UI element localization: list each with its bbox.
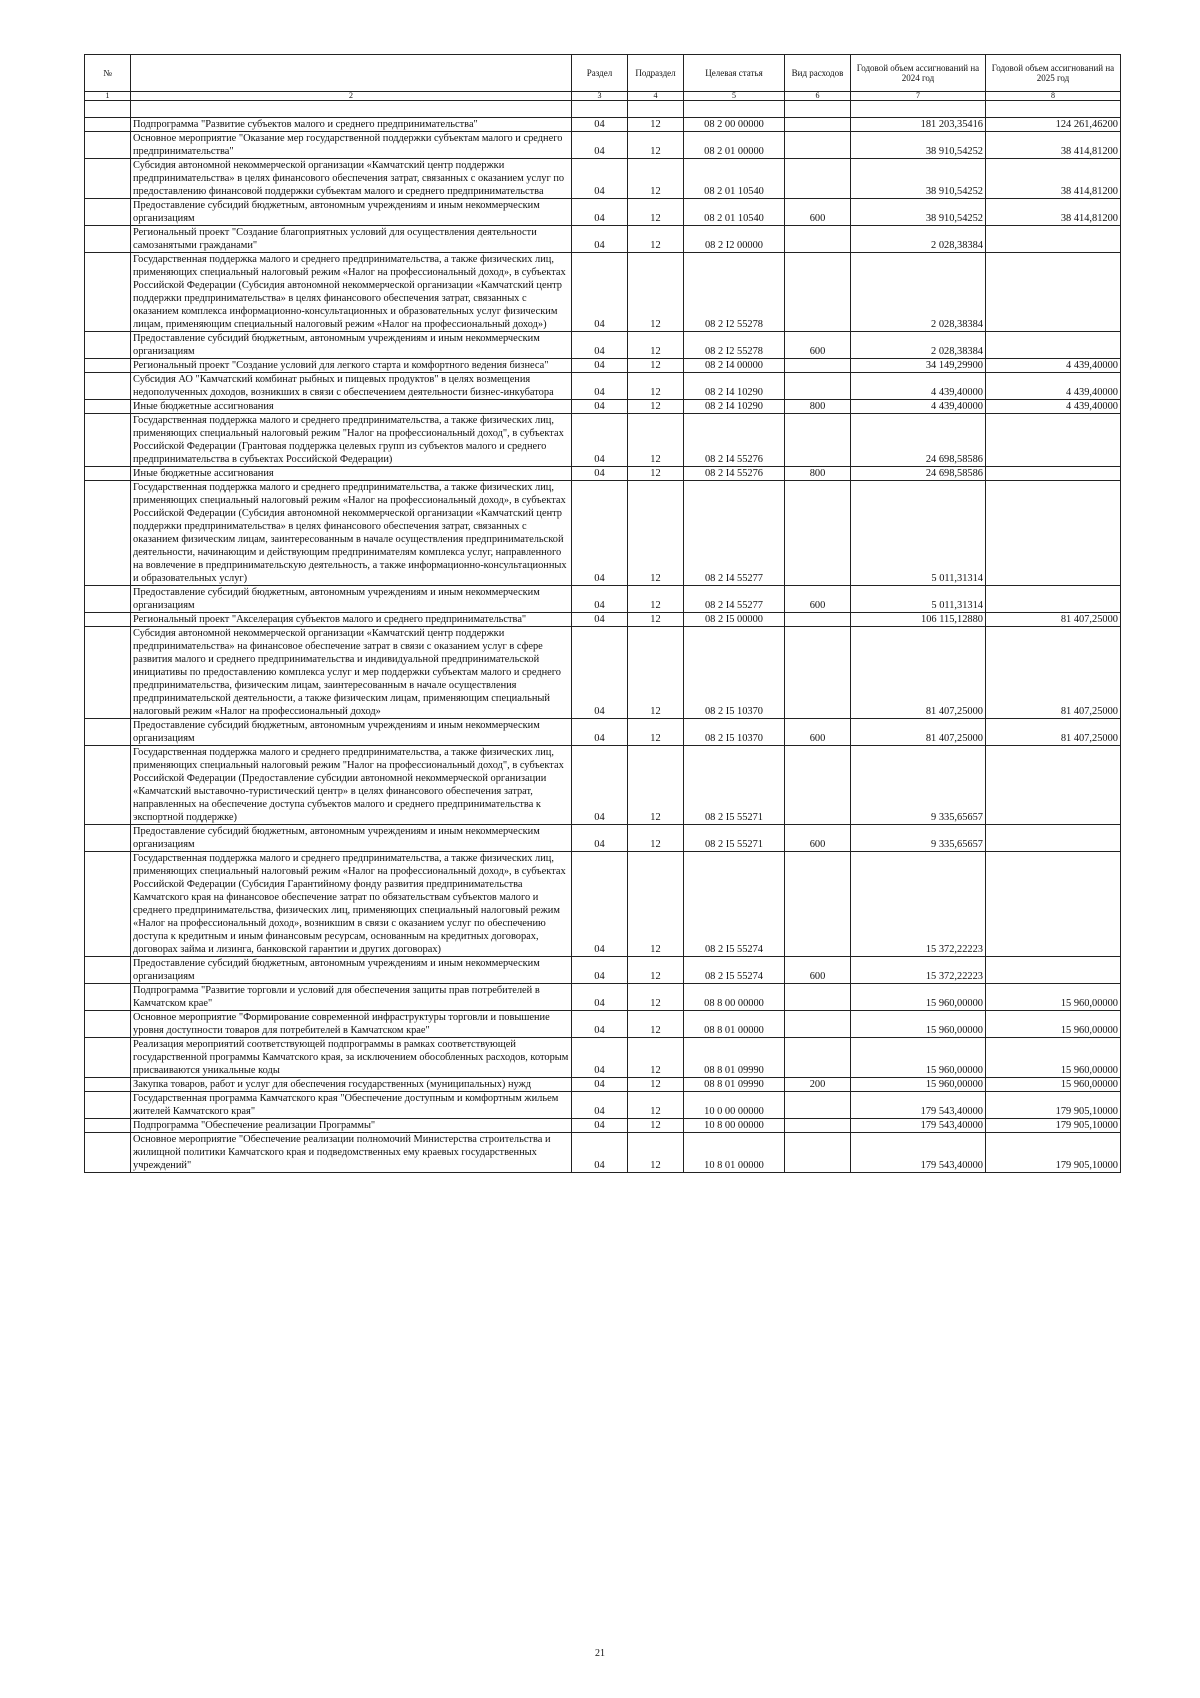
row-number: [85, 1011, 131, 1038]
table-row: [85, 132, 1121, 159]
spacer-row: [85, 101, 1121, 118]
row-amount-2025: 4 439,40000: [986, 359, 1121, 373]
row-amount-2024: 4 439,40000: [851, 373, 986, 400]
row-kind: [785, 373, 851, 400]
row-section: 04: [572, 414, 628, 467]
table-row: [85, 414, 1121, 467]
row-name: Предоставление субсидий бюджетным, автономным учреждениям и иным некоммерческим организациям: [131, 586, 572, 613]
table-row: [85, 984, 1121, 1011]
column-number: 3: [572, 92, 628, 101]
row-article: 08 2 I4 55277: [684, 481, 785, 586]
row-kind: [785, 1011, 851, 1038]
table-row: [85, 226, 1121, 253]
page-number: 21: [595, 1648, 605, 1659]
row-amount-2025: 15 960,00000: [986, 1011, 1121, 1038]
row-amount-2025: [986, 746, 1121, 825]
row-kind: 800: [785, 467, 851, 481]
row-number: [85, 586, 131, 613]
row-name: Региональный проект "Акселерация субъектов малого и среднего предпринимательства": [131, 613, 572, 627]
row-name: Предоставление субсидий бюджетным, автономным учреждениям и иным некоммерческим организациям: [131, 825, 572, 852]
row-name: Государственная поддержка малого и среднего предпринимательства, а также физических лиц, применяющих специальный налоговый режим «Налог на профессиональный доход», в субъектах Российской Федерации (Субсидия автономной некоммерческой организации «Камчатский центр поддержки предпринимательства» в целях финансового обеспечения затрат, связанных с оказанием комплекса информационно-консультационных и образовательных услуг физическим лицам, применяющим специальный налоговый режим «Налог на профессиональный доход»): [131, 253, 572, 332]
table-row: [85, 467, 1121, 481]
row-number: [85, 1078, 131, 1092]
table-row: [85, 373, 1121, 400]
row-name: Основное мероприятие "Формирование современной инфраструктуры торговли и повышение уровня доступности товаров для потребителей в Камчатском крае": [131, 1011, 572, 1038]
row-number: [85, 226, 131, 253]
row-subsection: 12: [628, 132, 684, 159]
row-section: 04: [572, 332, 628, 359]
row-article: 08 8 00 00000: [684, 984, 785, 1011]
row-amount-2024: 38 910,54252: [851, 159, 986, 199]
row-amount-2024: 15 960,00000: [851, 984, 986, 1011]
row-section: 04: [572, 159, 628, 199]
row-amount-2024: 5 011,31314: [851, 481, 986, 586]
row-subsection: 12: [628, 226, 684, 253]
row-number: [85, 359, 131, 373]
row-section: 04: [572, 226, 628, 253]
table-row: [85, 1133, 1121, 1173]
row-amount-2025: 179 905,10000: [986, 1092, 1121, 1119]
row-name: Закупка товаров, работ и услуг для обеспечения государственных (муниципальных) нужд: [131, 1078, 572, 1092]
table-row: [85, 400, 1121, 414]
row-article: 08 2 I2 00000: [684, 226, 785, 253]
row-name: Государственная поддержка малого и среднего предпринимательства, а также физических лиц, применяющих специальный налоговый режим "Налог на профессиональный доход", в субъектах Российской Федерации (Грантовая поддержка целевых групп из субъектов малого и среднего предпринимательства в субъектах Российской Федерации): [131, 414, 572, 467]
row-article: 10 8 01 00000: [684, 1133, 785, 1173]
row-subsection: 12: [628, 159, 684, 199]
row-number: [85, 746, 131, 825]
column-number: 7: [851, 92, 986, 101]
row-subsection: 12: [628, 746, 684, 825]
row-number: [85, 253, 131, 332]
row-name: Региональный проект "Создание условий для легкого старта и комфортного ведения бизнеса": [131, 359, 572, 373]
row-subsection: 12: [628, 1133, 684, 1173]
table-row: [85, 957, 1121, 984]
row-name: Субсидия автономной некоммерческой организации «Камчатский центр поддержки предпринимательства» на финансовое обеспечение затрат в связи с оказанием услуг в сфере развития малого и среднего предпринимательства и индивидуальной предпринимательской инициативы по предоставлению комплекса услуг и мер поддержки субъектам малого и среднего предпринимательства, физическим лицам, заинтересованным в начале осуществления предпринимательской деятельности, а также физическим лицам, применяющим специальный налоговый режим «Налог на профессиональный доход»: [131, 627, 572, 719]
row-number: [85, 118, 131, 132]
row-kind: 600: [785, 332, 851, 359]
row-kind: [785, 852, 851, 957]
table-row: [85, 1119, 1121, 1133]
table-row: [85, 159, 1121, 199]
budget-table: [84, 54, 1121, 1173]
row-amount-2024: 24 698,58586: [851, 467, 986, 481]
table-row: [85, 1038, 1121, 1078]
row-number: [85, 719, 131, 746]
row-section: 04: [572, 627, 628, 719]
row-name: Государственная поддержка малого и среднего предпринимательства, а также физических лиц, применяющих специальный налоговый режим «Налог на профессиональный доход», в субъектах Российской Федерации (Субсидия Гарантийному фонду развития предпринимательства Камчатского края на финансовое обеспечение затрат по обязательствам субъектов малого и среднего предпринимательства, физических лиц, применяющих специальный налоговый режим «Налог на профессиональный доход», возникшим в связи с оказанием услуг по обеспечению доступа к кредитным и иным финансовым ресурсам, основанным на кредитных договорах, договорах займа и лизинга, банковской гарантии и других договорах): [131, 852, 572, 957]
row-number: [85, 825, 131, 852]
row-article: 08 2 I5 10370: [684, 719, 785, 746]
row-article: 08 2 I5 10370: [684, 627, 785, 719]
row-section: 04: [572, 1038, 628, 1078]
row-kind: [785, 414, 851, 467]
row-number: [85, 984, 131, 1011]
row-name: Субсидия автономной некоммерческой организации «Камчатский центр поддержки предпринимательства» в целях финансового обеспечения затрат, связанных с оказанием услуг по предоставлению финансовой поддержки субъектам малого и среднего предпринимательства: [131, 159, 572, 199]
row-article: 08 2 I4 10290: [684, 373, 785, 400]
row-number: [85, 1133, 131, 1173]
table-row: [85, 1078, 1121, 1092]
row-amount-2024: 2 028,38384: [851, 253, 986, 332]
column-number: 8: [986, 92, 1121, 101]
table-header: [85, 55, 1121, 118]
row-article: 10 0 00 00000: [684, 1092, 785, 1119]
row-subsection: 12: [628, 719, 684, 746]
row-amount-2024: 179 543,40000: [851, 1092, 986, 1119]
header-num: №: [85, 55, 131, 92]
table-row: [85, 852, 1121, 957]
row-section: 04: [572, 586, 628, 613]
row-subsection: 12: [628, 414, 684, 467]
row-name: Предоставление субсидий бюджетным, автономным учреждениям и иным некоммерческим организациям: [131, 719, 572, 746]
row-subsection: 12: [628, 984, 684, 1011]
column-number: 4: [628, 92, 684, 101]
row-kind: [785, 226, 851, 253]
row-amount-2024: 15 372,22223: [851, 957, 986, 984]
row-amount-2024: 81 407,25000: [851, 627, 986, 719]
row-article: 08 8 01 09990: [684, 1078, 785, 1092]
row-section: 04: [572, 199, 628, 226]
row-amount-2025: [986, 467, 1121, 481]
row-subsection: 12: [628, 627, 684, 719]
row-subsection: 12: [628, 1011, 684, 1038]
row-subsection: 12: [628, 118, 684, 132]
row-article: 08 2 I4 00000: [684, 359, 785, 373]
row-amount-2024: 4 439,40000: [851, 400, 986, 414]
row-amount-2025: [986, 852, 1121, 957]
row-subsection: 12: [628, 852, 684, 957]
row-number: [85, 627, 131, 719]
row-amount-2024: 38 910,54252: [851, 199, 986, 226]
table-row: [85, 253, 1121, 332]
row-amount-2025: 15 960,00000: [986, 1038, 1121, 1078]
table-row: [85, 1011, 1121, 1038]
row-amount-2024: 81 407,25000: [851, 719, 986, 746]
row-amount-2025: [986, 957, 1121, 984]
table-body: [85, 118, 1121, 1173]
table-row: [85, 199, 1121, 226]
row-kind: [785, 613, 851, 627]
row-kind: [785, 118, 851, 132]
row-subsection: 12: [628, 957, 684, 984]
row-amount-2024: 9 335,65657: [851, 746, 986, 825]
table-row: [85, 118, 1121, 132]
header-2024: Годовой объем ассигнований на 2024 год: [851, 55, 986, 92]
row-number: [85, 467, 131, 481]
row-number: [85, 199, 131, 226]
row-article: 08 2 I5 00000: [684, 613, 785, 627]
row-kind: [785, 481, 851, 586]
row-article: 08 2 I5 55274: [684, 852, 785, 957]
header-subsection: Подраздел: [628, 55, 684, 92]
row-name: Иные бюджетные ассигнования: [131, 467, 572, 481]
column-number: 2: [131, 92, 572, 101]
row-subsection: 12: [628, 400, 684, 414]
table-row: [85, 359, 1121, 373]
row-name: Региональный проект "Создание благоприятных условий для осуществления деятельности самозанятыми гражданами": [131, 226, 572, 253]
table-row: [85, 746, 1121, 825]
table-row: [85, 825, 1121, 852]
row-number: [85, 957, 131, 984]
row-section: 04: [572, 852, 628, 957]
row-name: Предоставление субсидий бюджетным, автономным учреждениям и иным некоммерческим организациям: [131, 332, 572, 359]
row-article: 08 2 01 10540: [684, 199, 785, 226]
row-kind: [785, 1092, 851, 1119]
row-kind: 600: [785, 199, 851, 226]
row-kind: [785, 159, 851, 199]
row-name: Основное мероприятие "Обеспечение реализации полномочий Министерства строительства и жилищной политики Камчатского края и подведомственных ему краевых государственных учреждений": [131, 1133, 572, 1173]
row-kind: [785, 984, 851, 1011]
row-kind: 600: [785, 719, 851, 746]
column-number: 6: [785, 92, 851, 101]
row-subsection: 12: [628, 613, 684, 627]
row-subsection: 12: [628, 199, 684, 226]
column-number: 1: [85, 92, 131, 101]
table-row: [85, 627, 1121, 719]
row-section: 04: [572, 253, 628, 332]
row-number: [85, 159, 131, 199]
row-kind: [785, 1133, 851, 1173]
row-amount-2024: 9 335,65657: [851, 825, 986, 852]
row-amount-2025: [986, 253, 1121, 332]
header-2025: Годовой объем ассигнований на 2025 год: [986, 55, 1121, 92]
row-amount-2025: 4 439,40000: [986, 400, 1121, 414]
row-kind: 600: [785, 957, 851, 984]
row-amount-2024: 106 115,12880: [851, 613, 986, 627]
row-amount-2025: [986, 586, 1121, 613]
row-article: 08 2 I4 55276: [684, 467, 785, 481]
row-subsection: 12: [628, 1078, 684, 1092]
row-article: 08 2 I2 55278: [684, 332, 785, 359]
header-name: [131, 55, 572, 92]
row-section: 04: [572, 1119, 628, 1133]
row-number: [85, 1092, 131, 1119]
row-name: Основное мероприятие "Оказание мер государственной поддержки субъектам малого и среднего предпринимательства": [131, 132, 572, 159]
row-kind: [785, 253, 851, 332]
row-amount-2025: 179 905,10000: [986, 1133, 1121, 1173]
row-article: 08 2 I5 55271: [684, 746, 785, 825]
row-amount-2025: [986, 414, 1121, 467]
row-kind: 200: [785, 1078, 851, 1092]
row-amount-2024: 15 960,00000: [851, 1038, 986, 1078]
row-name: Государственная поддержка малого и среднего предпринимательства, а также физических лиц, применяющих специальный налоговый режим «Налог на профессиональный доход», в субъектах Российской Федерации (Субсидия автономной некоммерческой организации «Камчатский центр поддержки предпринимательства» в целях финансового обеспечения затрат, связанных с оказанием физическим лицам, заинтересованным в начале осуществления предпринимательской деятельности, начинающим и действующим предпринимателям комплекса услуг, направленного на вовлечение в предпринимательскую деятельность, а также информационно-консультационных и образовательных услуг): [131, 481, 572, 586]
row-name: Субсидия АО "Камчатский комбинат рыбных и пищевых продуктов" в целях возмещения недополученных доходов, возникших в связи с обеспечением деятельности бизнес-инкубатора: [131, 373, 572, 400]
row-article: 08 2 I5 55274: [684, 957, 785, 984]
row-name: Государственная программа Камчатского края "Обеспечение доступным и комфортным жильем жителей Камчатского края": [131, 1092, 572, 1119]
row-section: 04: [572, 359, 628, 373]
row-subsection: 12: [628, 359, 684, 373]
row-amount-2024: 15 960,00000: [851, 1078, 986, 1092]
row-article: 08 2 I2 55278: [684, 253, 785, 332]
row-section: 04: [572, 1011, 628, 1038]
row-amount-2025: [986, 825, 1121, 852]
row-subsection: 12: [628, 467, 684, 481]
row-section: 04: [572, 467, 628, 481]
header-kind: Вид расходов: [785, 55, 851, 92]
row-section: 04: [572, 746, 628, 825]
row-amount-2024: 15 960,00000: [851, 1011, 986, 1038]
row-name: Предоставление субсидий бюджетным, автономным учреждениям и иным некоммерческим организациям: [131, 199, 572, 226]
row-amount-2025: [986, 332, 1121, 359]
row-amount-2024: 15 372,22223: [851, 852, 986, 957]
row-amount-2024: 38 910,54252: [851, 132, 986, 159]
row-name: Государственная поддержка малого и среднего предпринимательства, а также физических лиц, применяющих специальный налоговый режим "Налог на профессиональный доход", в субъектах Российской Федерации (Предоставление субсидии автономной некоммерческой организации «Камчатский выставочно-туристический центр» в целях финансового обеспечения затрат, направленных на обеспечение доступа субъектов малого и среднего предпринимательства к экспортной поддержке): [131, 746, 572, 825]
row-kind: 800: [785, 400, 851, 414]
row-amount-2025: 15 960,00000: [986, 984, 1121, 1011]
row-amount-2025: [986, 481, 1121, 586]
row-amount-2024: 2 028,38384: [851, 226, 986, 253]
row-subsection: 12: [628, 1092, 684, 1119]
row-section: 04: [572, 132, 628, 159]
row-amount-2024: 179 543,40000: [851, 1133, 986, 1173]
row-number: [85, 414, 131, 467]
row-section: 04: [572, 825, 628, 852]
row-number: [85, 400, 131, 414]
row-name: Предоставление субсидий бюджетным, автономным учреждениям и иным некоммерческим организациям: [131, 957, 572, 984]
row-name: Подпрограмма "Развитие субъектов малого и среднего предпринимательства": [131, 118, 572, 132]
row-amount-2025: 38 414,81200: [986, 132, 1121, 159]
row-article: 08 2 I5 55271: [684, 825, 785, 852]
row-article: 08 2 I4 10290: [684, 400, 785, 414]
row-kind: 600: [785, 586, 851, 613]
row-amount-2025: 38 414,81200: [986, 159, 1121, 199]
row-kind: [785, 359, 851, 373]
row-amount-2024: 34 149,29900: [851, 359, 986, 373]
row-amount-2025: 81 407,25000: [986, 613, 1121, 627]
row-name: Подпрограмма "Развитие торговли и условий для обеспечения защиты прав потребителей в Камчатском крае": [131, 984, 572, 1011]
row-subsection: 12: [628, 1119, 684, 1133]
row-kind: 600: [785, 825, 851, 852]
row-amount-2024: 181 203,35416: [851, 118, 986, 132]
row-amount-2025: 81 407,25000: [986, 719, 1121, 746]
row-subsection: 12: [628, 332, 684, 359]
row-number: [85, 1038, 131, 1078]
row-amount-2024: 24 698,58586: [851, 414, 986, 467]
column-number-row: [85, 92, 1121, 101]
row-amount-2024: 179 543,40000: [851, 1119, 986, 1133]
row-article: 08 8 01 00000: [684, 1011, 785, 1038]
row-number: [85, 373, 131, 400]
row-subsection: 12: [628, 1038, 684, 1078]
row-section: 04: [572, 719, 628, 746]
row-article: 08 8 01 09990: [684, 1038, 785, 1078]
row-amount-2025: [986, 226, 1121, 253]
table-row: [85, 481, 1121, 586]
row-kind: [785, 1038, 851, 1078]
row-section: 04: [572, 481, 628, 586]
row-name: Подпрограмма "Обеспечение реализации Программы": [131, 1119, 572, 1133]
row-subsection: 12: [628, 586, 684, 613]
table-row: [85, 613, 1121, 627]
row-name: Иные бюджетные ассигнования: [131, 400, 572, 414]
row-article: 10 8 00 00000: [684, 1119, 785, 1133]
row-article: 08 2 I4 55276: [684, 414, 785, 467]
table-row: [85, 586, 1121, 613]
row-article: 08 2 00 00000: [684, 118, 785, 132]
row-section: 04: [572, 613, 628, 627]
row-number: [85, 132, 131, 159]
row-number: [85, 332, 131, 359]
row-section: 04: [572, 118, 628, 132]
table-row: [85, 332, 1121, 359]
row-article: 08 2 01 00000: [684, 132, 785, 159]
header-article: Целевая статья: [684, 55, 785, 92]
row-amount-2024: 2 028,38384: [851, 332, 986, 359]
row-subsection: 12: [628, 373, 684, 400]
column-number: 5: [684, 92, 785, 101]
row-number: [85, 852, 131, 957]
row-section: 04: [572, 400, 628, 414]
row-kind: [785, 627, 851, 719]
row-section: 04: [572, 957, 628, 984]
header-section: Раздел: [572, 55, 628, 92]
row-section: 04: [572, 1078, 628, 1092]
row-amount-2025: 179 905,10000: [986, 1119, 1121, 1133]
row-number: [85, 481, 131, 586]
row-amount-2025: 15 960,00000: [986, 1078, 1121, 1092]
row-amount-2025: 124 261,46200: [986, 118, 1121, 132]
row-amount-2024: 5 011,31314: [851, 586, 986, 613]
row-kind: [785, 1119, 851, 1133]
row-name: Реализация мероприятий соответствующей подпрограммы в рамках соответствующей государственной программы Камчатского края, за исключением обособленных расходов, которым присваиваются уникальные коды: [131, 1038, 572, 1078]
row-subsection: 12: [628, 825, 684, 852]
row-subsection: 12: [628, 253, 684, 332]
row-number: [85, 1119, 131, 1133]
row-article: 08 2 01 10540: [684, 159, 785, 199]
row-kind: [785, 132, 851, 159]
table-row: [85, 719, 1121, 746]
row-amount-2025: 4 439,40000: [986, 373, 1121, 400]
row-amount-2025: 38 414,81200: [986, 199, 1121, 226]
row-kind: [785, 746, 851, 825]
row-section: 04: [572, 984, 628, 1011]
row-number: [85, 613, 131, 627]
table-row: [85, 1092, 1121, 1119]
row-article: 08 2 I4 55277: [684, 586, 785, 613]
row-section: 04: [572, 1133, 628, 1173]
row-section: 04: [572, 373, 628, 400]
row-section: 04: [572, 1092, 628, 1119]
row-subsection: 12: [628, 481, 684, 586]
row-amount-2025: 81 407,25000: [986, 627, 1121, 719]
